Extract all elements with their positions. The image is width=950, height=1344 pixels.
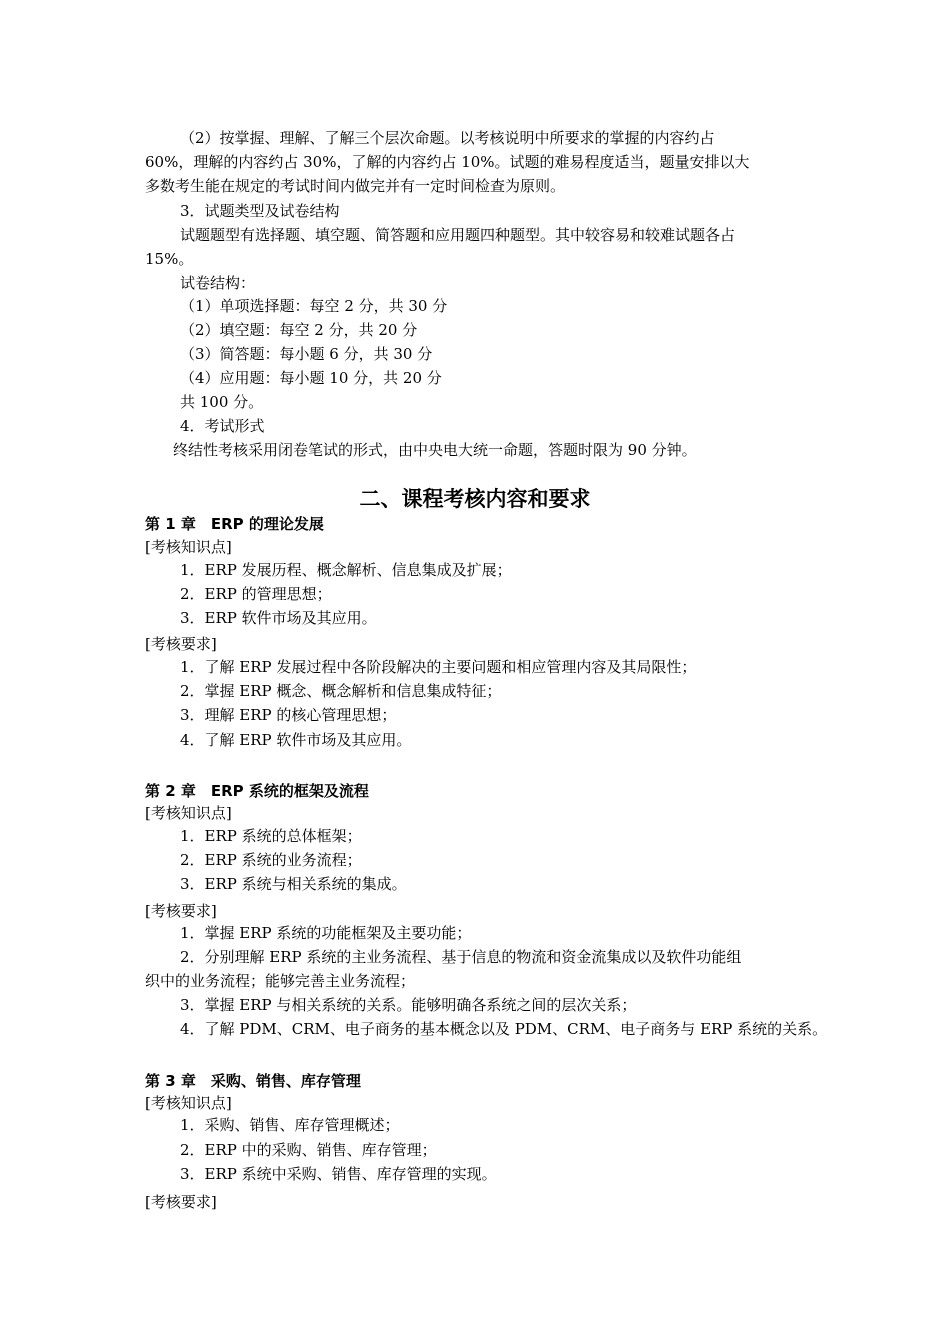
section-3-line-1: 试题题型有选择题、填空题、简答题和应用题四种题型。其中较容易和较难试题各占	[180, 226, 736, 244]
list-item: 3．ERP 软件市场及其应用。	[180, 609, 377, 627]
chapter-2-title: 第 2 章 ERP 系统的框架及流程	[145, 782, 369, 800]
chapter-1-kp-label: [考核知识点]	[145, 538, 232, 556]
list-item: 2．ERP 的管理思想；	[180, 585, 332, 603]
para-2-line-1: （2）按掌握、理解、了解三个层次命题。以考核说明中所要求的掌握的内容约占	[180, 129, 715, 147]
list-item: 1．掌握 ERP 系统的功能框架及主要功能；	[180, 924, 472, 942]
list-item: 1．了解 ERP 发展过程中各阶段解决的主要问题和相应管理内容及其局限性；	[180, 658, 697, 676]
section-3-line-2: 15%。	[145, 250, 194, 268]
list-item: 2．ERP 系统的业务流程；	[180, 851, 362, 869]
chapter-2-req-label: [考核要求]	[145, 902, 217, 920]
list-item: 2．ERP 中的采购、销售、库存管理；	[180, 1141, 437, 1159]
chapter-3-kp-label: [考核知识点]	[145, 1094, 232, 1112]
chapter-1-title: 第 1 章 ERP 的理论发展	[145, 515, 324, 533]
para-2-line-3: 多数考生能在规定的考试时间内做完并有一定时间检查为原则。	[145, 177, 566, 195]
total-score: 共 100 分。	[180, 393, 264, 411]
structure-item: （3）简答题：每小题 6 分，共 30 分	[180, 345, 433, 363]
structure-item: （4）应用题：每小题 10 分，共 20 分	[180, 369, 442, 387]
structure-label: 试卷结构：	[180, 274, 256, 292]
list-item: 4．了解 ERP 软件市场及其应用。	[180, 731, 412, 749]
para-2-line-2: 60%，理解的内容约占 30%，了解的内容约占 10%。试题的难易程度适当，题量安排以大	[145, 153, 750, 171]
section-4-title: 4．考试形式	[180, 417, 265, 435]
list-item: 3．掌握 ERP 与相关系统的关系。能够明确各系统之间的层次关系；	[180, 996, 637, 1014]
structure-item: （2）填空题：每空 2 分，共 20 分	[180, 321, 418, 339]
chapter-3-req-label: [考核要求]	[145, 1193, 217, 1211]
list-item: 3．理解 ERP 的核心管理思想；	[180, 706, 397, 724]
list-item: 1．采购、销售、库存管理概述；	[180, 1116, 400, 1134]
section-heading: 二、课程考核内容和要求	[359, 487, 591, 511]
list-item: 1．ERP 系统的总体框架；	[180, 827, 362, 845]
list-item-continued: 织中的业务流程；能够完善主业务流程；	[145, 972, 416, 990]
section-4-text: 终结性考核采用闭卷笔试的形式，由中央电大统一命题，答题时限为 90 分钟。	[173, 441, 697, 459]
list-item: 3．ERP 系统中采购、销售、库存管理的实现。	[180, 1165, 497, 1183]
structure-item: （1）单项选择题：每空 2 分，共 30 分	[180, 297, 448, 315]
chapter-1-req-label: [考核要求]	[145, 635, 217, 653]
list-item: 4．了解 PDM、CRM、电子商务的基本概念以及 PDM、CRM、电子商务与 ERP 系统的关系。	[180, 1020, 828, 1038]
list-item: 2．分别理解 ERP 系统的主业务流程、基于信息的物流和资金流集成以及软件功能组	[180, 948, 742, 966]
list-item: 1．ERP 发展历程、概念解析、信息集成及扩展；	[180, 561, 512, 579]
chapter-3-title: 第 3 章 采购、销售、库存管理	[145, 1072, 361, 1090]
list-item: 2．掌握 ERP 概念、概念解析和信息集成特征；	[180, 682, 502, 700]
list-item: 3．ERP 系统与相关系统的集成。	[180, 875, 407, 893]
chapter-2-kp-label: [考核知识点]	[145, 804, 232, 822]
section-3-title: 3．试题类型及试卷结构	[180, 202, 340, 220]
